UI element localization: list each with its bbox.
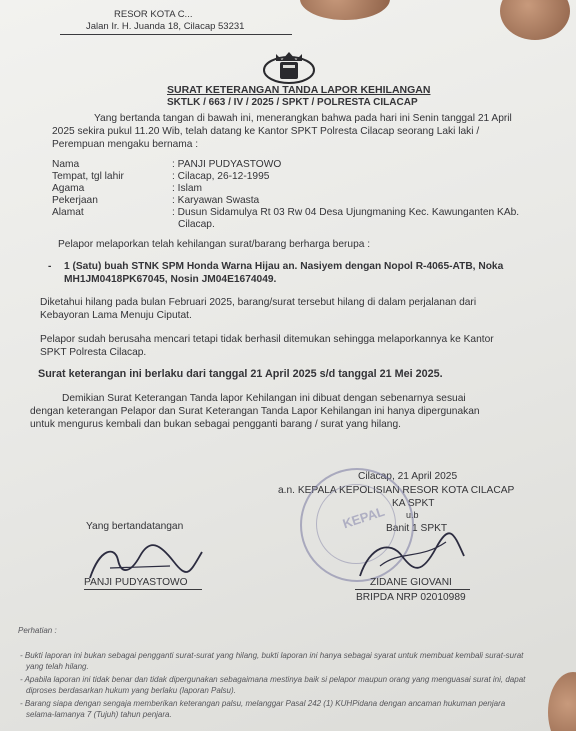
document-title: SURAT KETERANGAN TANDA LAPOR KEHILANGAN [167, 84, 431, 96]
report-lead: Pelapor melaporkan telah kehilangan surat/barang berharga berupa : [58, 239, 371, 250]
police-emblem-icon [262, 50, 316, 84]
identity-label-alamat: Alamat [52, 207, 84, 218]
signer-left-name-rule [84, 589, 202, 590]
report-item-line-2: MH1JM0418PK67045, Nosin JM04E1674049. [64, 274, 277, 285]
signature-ka-spkt: KA SPKT [392, 498, 435, 509]
validity-statement: Surat keterangan ini berlaku dari tanggal 21 April 2025 s/d tanggal 21 Mei 2025. [38, 368, 443, 380]
known-line-2: Kebayoran Lama Menuju Ciputat. [40, 310, 192, 321]
signer-right-rank: BRIPDA NRP 02010989 [356, 592, 466, 603]
signature-an-line: a.n. KEPALA KEPOLISIAN RESOR KOTA CILACAP [278, 485, 515, 496]
header-org: RESOR KOTA C... [114, 9, 193, 20]
identity-value-pekerjaan: : Karyawan Swasta [172, 195, 260, 206]
intro-line-3: Perempuan mengaku bernama : [52, 139, 199, 150]
closing-line-3: untuk mengurus kembali dan bukan sebagai pengganti barang / surat yang hilang. [30, 419, 401, 430]
intro-line-2: 2025 sekira pukul 11.20 Wib, telah datang ke Kantor SPKT Polresta Cilacap seorang Laki laki / [52, 126, 480, 137]
effort-line-2: SPKT Polresta Cilacap. [40, 347, 147, 358]
closing-line-2: dengan keterangan Pelapor dan Surat Keterangan Tanda Lapor Kehilangan ini hanya dipergunakan [30, 406, 480, 417]
identity-label-pekerjaan: Pekerjaan [52, 195, 98, 206]
header-address: Jalan Ir. H. Juanda 18, Cilacap 53231 [86, 21, 245, 32]
identity-label-ttl: Tempat, tgl lahir [52, 171, 124, 182]
stamp-text: KEPAL [340, 503, 387, 532]
notes-heading: Perhatian : [18, 626, 57, 635]
identity-value-ttl: : Cilacap, 26-12-1995 [172, 171, 270, 182]
signature-place-date: Cilacap, 21 April 2025 [358, 471, 458, 482]
identity-address-continued: Cilacap. [178, 219, 215, 230]
finger-top [300, 0, 390, 20]
known-line-1: Diketahui hilang pada bulan Februari 2025, barang/surat tersebut hilang di dalam perjalanan dari [40, 297, 477, 308]
identity-value-nama: : PANJI PUDYASTOWO [172, 159, 282, 170]
signer-right-name-rule [355, 589, 470, 590]
intro-line-1: Yang bertanda tangan di bawah ini, menerangkan bahwa pada hari ini Senin tanggal 21 April [94, 113, 512, 124]
note-2-line-1: - Apabila laporan ini tidak benar dan tidak dipergunakan sebagaimana mestinya baik si pelapor maupun orang yang menguasai surat ini, dapat [20, 675, 526, 684]
effort-line-1: Pelapor sudah berusaha mencari tetapi tidak berhasil ditemukan sehingga melaporkannya ke Kantor [40, 334, 494, 345]
note-2-line-2: diproses berdasarkan hukum yang berlaku (laporan Palsu). [26, 686, 236, 695]
identity-value-alamat: : Dusun Sidamulya Rt 03 Rw 04 Desa Ujungmaning Kec. Kawunganten KAb. [172, 207, 520, 218]
document-number: SKTLK / 663 / IV / 2025 / SPKT / POLRESTA CILACAP [167, 97, 418, 108]
header-rule [60, 34, 292, 35]
closing-line-1: Demikian Surat Keterangan Tanda lapor Kehilangan ini dibuat dengan sebenarnya sesuai [62, 393, 466, 404]
signer-right-name: ZIDANE GIOVANI [370, 577, 452, 588]
signature-banit: Banit 1 SPKT [386, 523, 448, 534]
note-3-line-1: - Barang siapa dengan sengaja memberikan keterangan palsu, melanggar Pasal 242 (1) KUHPidana dengan ancaman hukuman penjara [20, 699, 506, 708]
report-bullet: - [48, 261, 52, 272]
finger-top-right [500, 0, 570, 40]
finger-bottom-right [548, 672, 576, 731]
note-3-line-2: selama-lamanya 7 (Tujuh) tahun penjara. [26, 710, 172, 719]
report-item-line-1: 1 (Satu) buah STNK SPM Honda Warna Hijau an. Nasiyem dengan Nopol R-4065-ATB, Noka [64, 261, 504, 272]
identity-value-agama: : Islam [172, 183, 203, 194]
signature-ub: u.b [406, 510, 419, 520]
signer-left-label: Yang bertandatangan [86, 521, 184, 532]
note-1-line-1: - Bukti laporan ini bukan sebagai pengganti surat-surat yang hilang, bukti laporan ini hanya sebagai syarat untuk membuat kembali surat-surat [20, 651, 524, 660]
identity-label-agama: Agama [52, 183, 85, 194]
identity-label-nama: Nama [52, 159, 80, 170]
note-1-line-2: yang telah hilang. [26, 662, 89, 671]
signer-left-name: PANJI PUDYASTOWO [84, 577, 188, 588]
